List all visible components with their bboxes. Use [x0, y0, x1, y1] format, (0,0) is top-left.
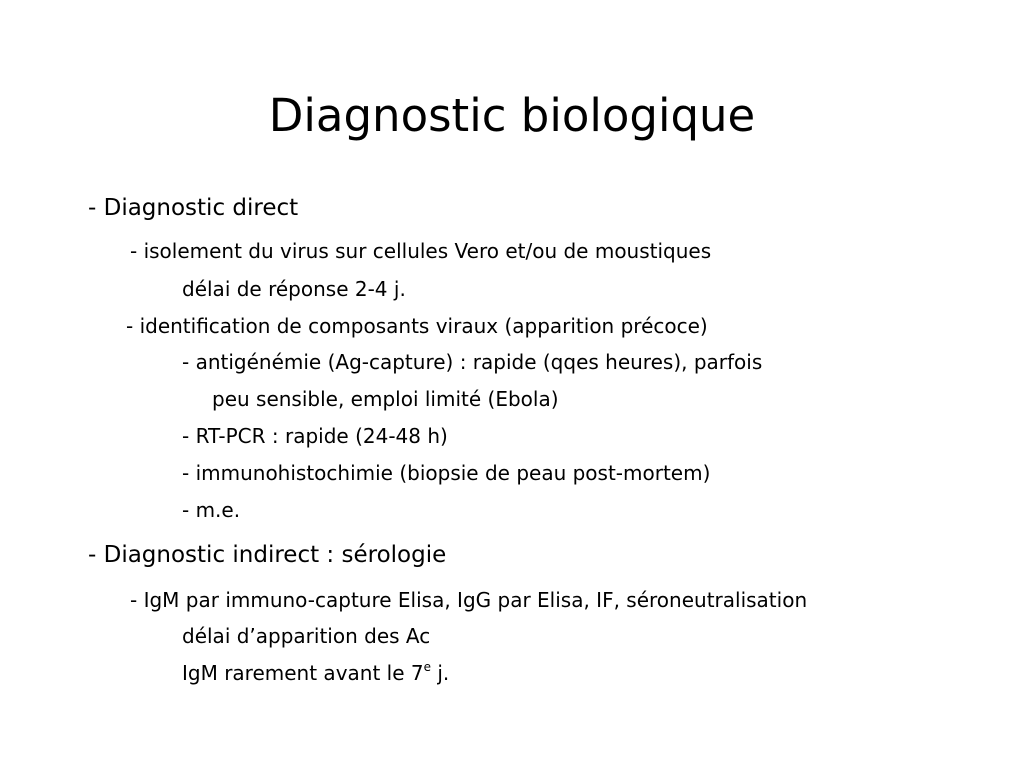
- bullet-igm-rarement: [182, 658, 449, 688]
- bullet-delai-reponse: délai de réponse 2-4 j.: [182, 277, 406, 301]
- bullet-antigenemie: - antigénémie (Ag-capture) : rapide (qqes heures), parfois: [182, 350, 763, 374]
- igm-rarement-text: IgM rarement avant le 7: [182, 661, 424, 685]
- bullet-identification: - identification de composants viraux (apparition précoce): [126, 314, 708, 338]
- superscript-e: e: [423, 660, 431, 674]
- bullet-antigenemie-cont: peu sensible, emploi limité (Ebola): [212, 387, 559, 411]
- igm-rarement-suffix: j.: [431, 661, 450, 685]
- bullet-immunohistochimie: - immunohistochimie (biopsie de peau post-mortem): [182, 461, 711, 485]
- section-heading-indirect: - Diagnostic indirect : sérologie: [88, 542, 447, 568]
- bullet-isolement: - isolement du virus sur cellules Vero et/ou de moustiques: [130, 239, 712, 263]
- bullet-rt-pcr: - RT-PCR : rapide (24-48 h): [182, 424, 448, 448]
- section-heading-direct: - Diagnostic direct: [88, 195, 299, 221]
- bullet-me: - m.e.: [182, 498, 241, 522]
- slide-title: Diagnostic biologique: [268, 89, 756, 142]
- bullet-delai-apparition: délai d’apparition des Ac: [182, 624, 431, 648]
- bullet-igm-igg: - IgM par immuno-capture Elisa, IgG par Elisa, IF, séroneutralisation: [130, 588, 808, 612]
